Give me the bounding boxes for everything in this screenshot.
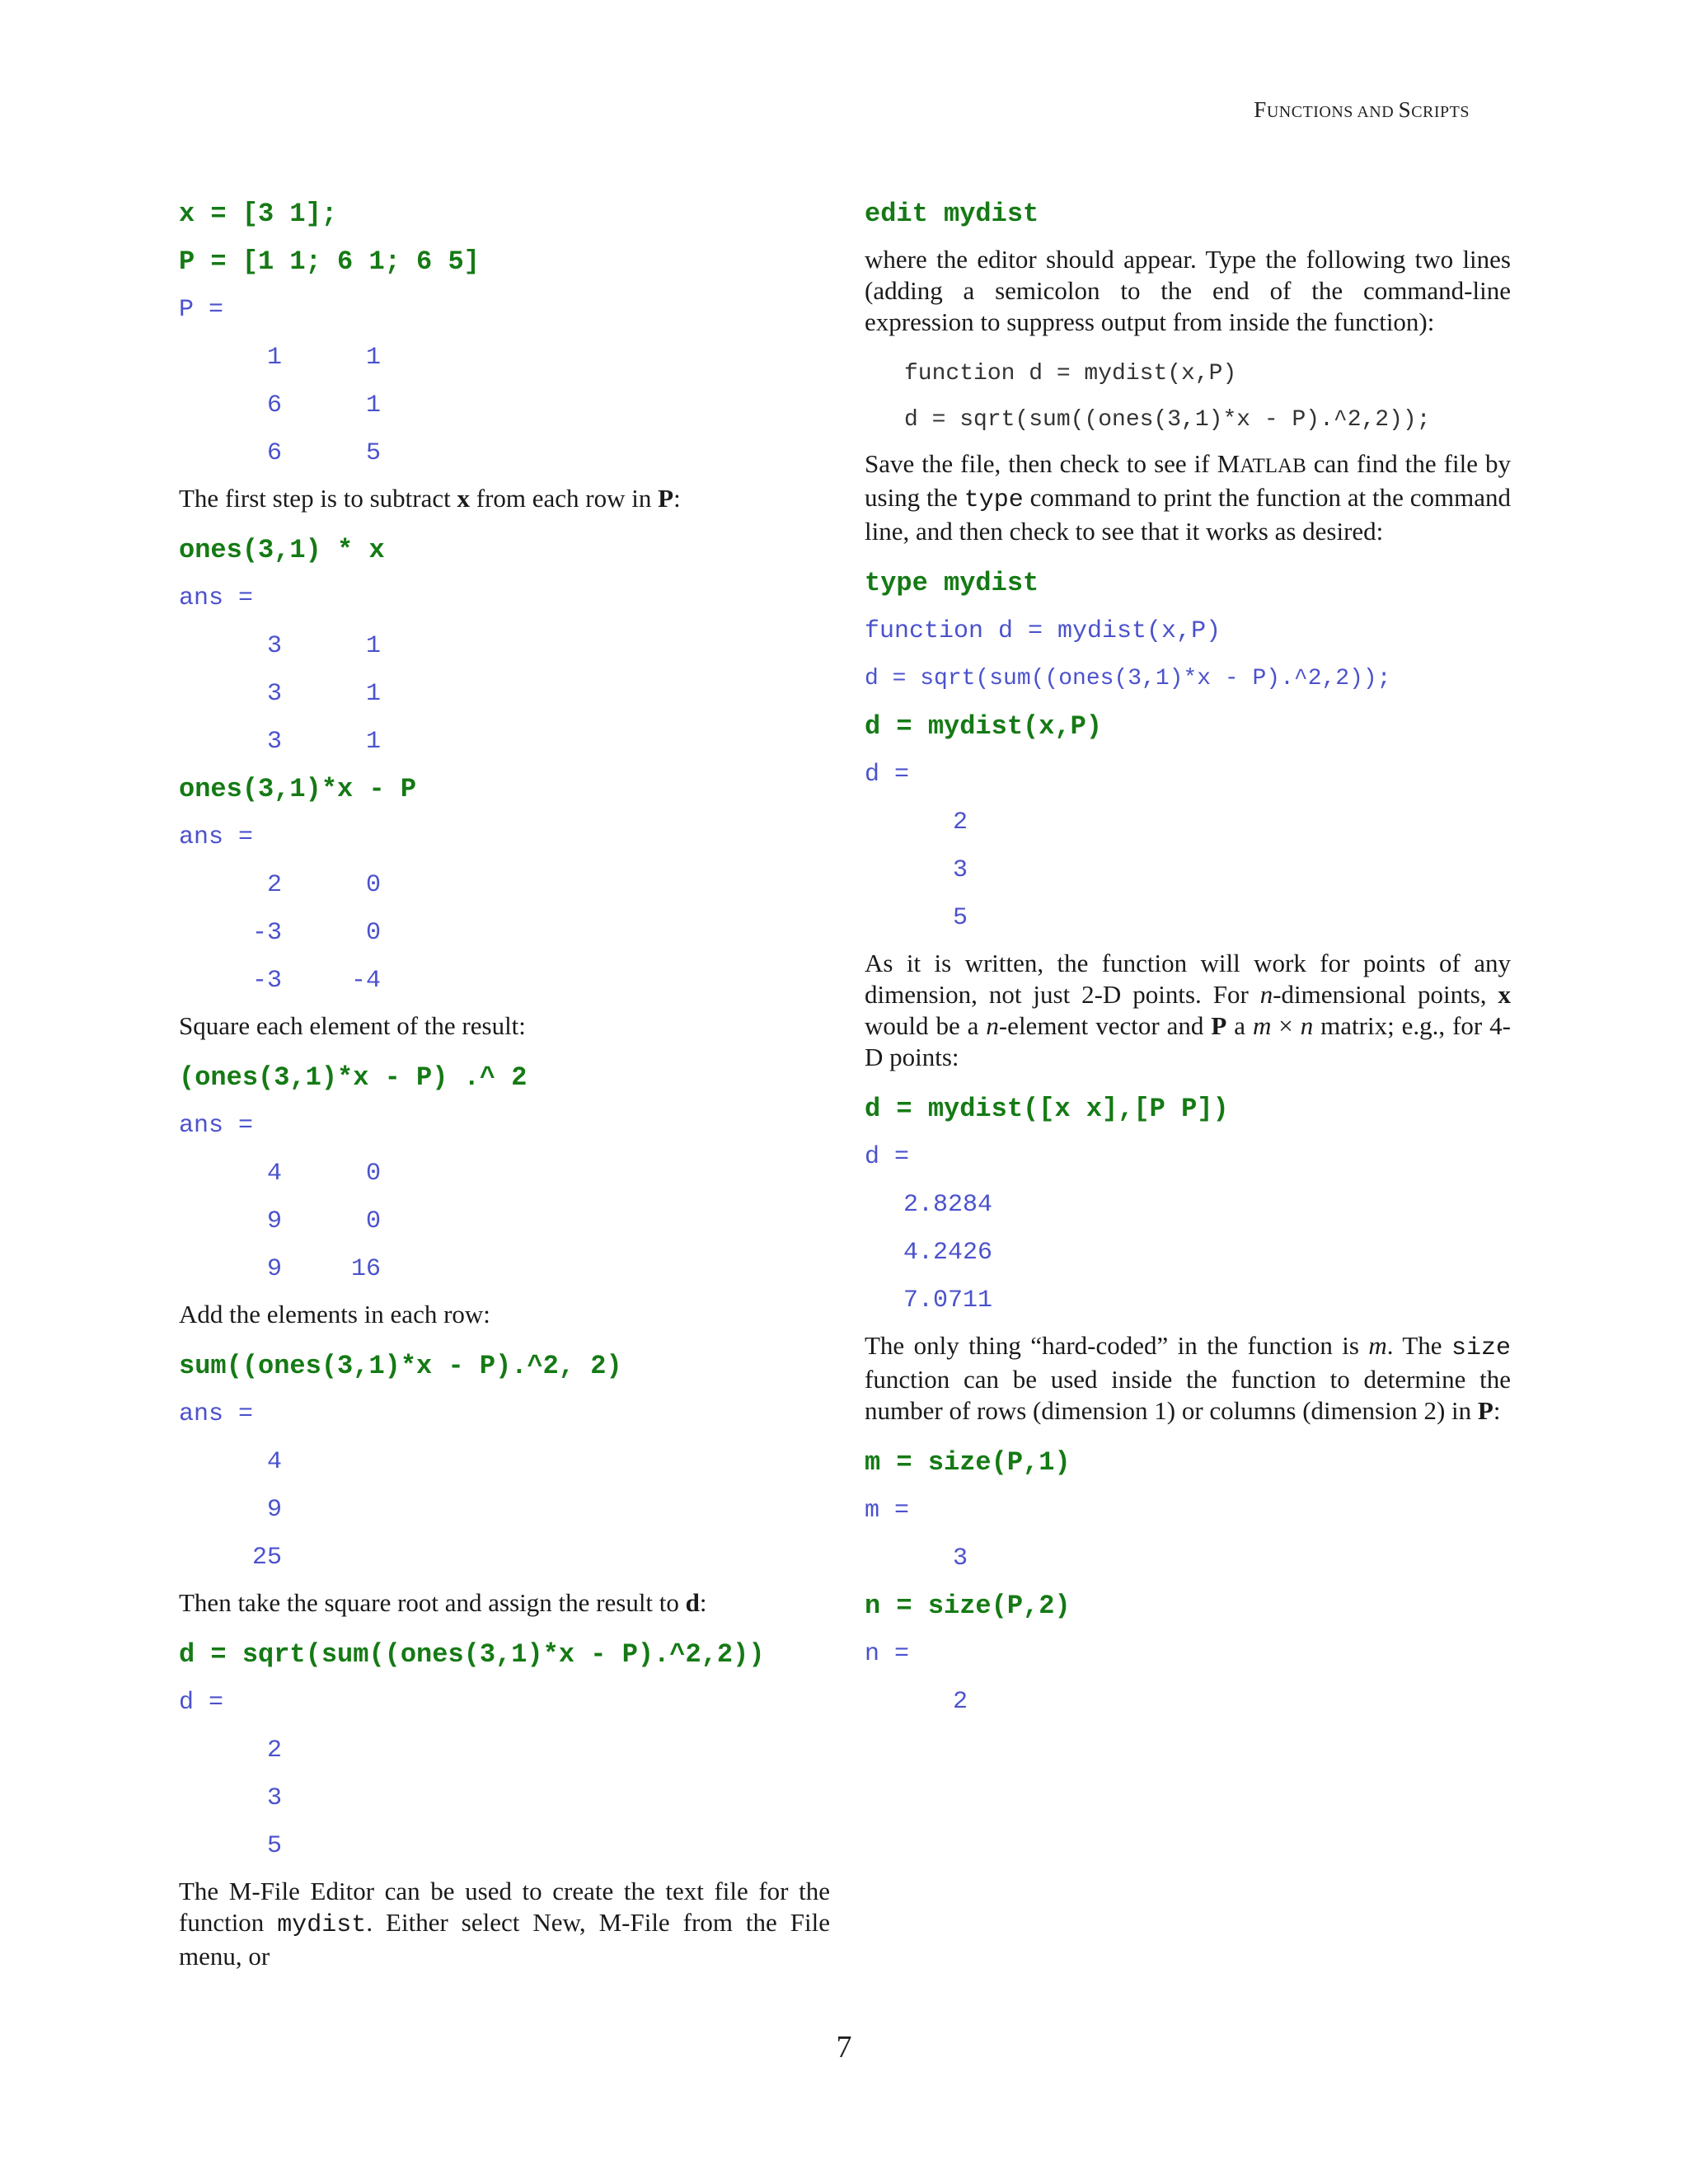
matrix-row: 2 bbox=[952, 1688, 968, 1716]
matrix-row: 2 0 bbox=[266, 871, 381, 899]
matrix-row: 25 bbox=[251, 1544, 282, 1572]
output-line: function d = mydist(x,P) bbox=[865, 617, 1221, 645]
page-number: 7 bbox=[836, 2030, 852, 2064]
matrix-row: 2 bbox=[266, 1736, 282, 1765]
command-line: edit mydist bbox=[865, 199, 1039, 229]
matrix-row: 3 bbox=[952, 856, 968, 884]
command-line: d = sqrt(sum((ones(3,1)*x - P).^2,2)) bbox=[179, 1639, 765, 1670]
output-label: d = bbox=[865, 761, 910, 789]
command-line: ones(3,1) * x bbox=[179, 535, 385, 565]
matrix-row: 5 bbox=[952, 904, 968, 932]
output-label: P = bbox=[179, 296, 224, 324]
matrix-row: 4 0 bbox=[266, 1160, 381, 1188]
matrix-row: 2 bbox=[952, 808, 968, 837]
matrix-row: 9 0 bbox=[266, 1207, 381, 1235]
left-column bbox=[179, 194, 830, 1989]
output-label: ans = bbox=[179, 1400, 254, 1428]
body-paragraph: As it is written, the function will work for points of any dimension, not just 2-D points. For n-dimensional points, x would be a n-element vector and P a m × n matrix; e.g., for 4-D points: bbox=[865, 949, 1512, 1071]
output-label: n = bbox=[865, 1640, 910, 1668]
body-paragraph: Save the file, then check to see if MATLAB can find the file by using the type command to print the function at the command line, and then check to see that it works as desired: bbox=[865, 449, 1511, 546]
output-line: d = sqrt(sum((ones(3,1)*x - P).^2,2)); bbox=[865, 666, 1391, 691]
body-paragraph: Then take the square root and assign the result to d: bbox=[179, 1588, 707, 1617]
matrix-row: 3 bbox=[266, 1784, 282, 1812]
code-listing-line: function d = mydist(x,P) bbox=[904, 361, 1237, 387]
matrix-row: -3 -4 bbox=[251, 967, 381, 995]
code-listing-line: d = sqrt(sum((ones(3,1)*x - P).^2,2)); bbox=[904, 407, 1431, 433]
matrix-row: 7.0711 bbox=[903, 1286, 992, 1315]
body-paragraph: Add the elements in each row: bbox=[179, 1300, 490, 1329]
matrix-row: 3 1 bbox=[266, 632, 381, 660]
command-line: d = mydist(x,P) bbox=[865, 711, 1103, 742]
output-label: m = bbox=[865, 1497, 910, 1525]
body-paragraph: The first step is to subtract x from each row in P: bbox=[179, 484, 681, 513]
matrix-row: 3 1 bbox=[266, 680, 381, 708]
body-paragraph: where the editor should appear. Type the following two lines (adding a semicolon to the end of the command-line expression to suppress output from inside the function): bbox=[865, 245, 1511, 336]
matrix-row: 6 5 bbox=[266, 439, 381, 467]
matrix-row: 4.2426 bbox=[903, 1239, 992, 1267]
body-paragraph: Square each element of the result: bbox=[179, 1011, 526, 1040]
output-label: d = bbox=[865, 1143, 910, 1171]
matrix-row: 9 bbox=[266, 1496, 282, 1524]
command-line: n = size(P,2) bbox=[865, 1591, 1071, 1621]
matrix-row: -3 0 bbox=[251, 919, 381, 947]
matrix-row: 9 16 bbox=[266, 1255, 381, 1283]
matrix-row: 3 1 bbox=[266, 728, 381, 756]
body-paragraph: The only thing “hard-coded” in the function is m. The size function can be used inside the function to determine the number of rows (dimension 1) or columns (dimension 2) in P: bbox=[865, 1331, 1512, 1425]
output-label: ans = bbox=[179, 1112, 254, 1140]
command-line: P = [1 1; 6 1; 6 5] bbox=[179, 246, 480, 277]
matrix-row: 3 bbox=[952, 1544, 968, 1572]
command-line: (ones(3,1)*x - P) .^ 2 bbox=[179, 1062, 528, 1093]
command-line: x = [3 1]; bbox=[179, 199, 338, 229]
output-label: d = bbox=[179, 1689, 224, 1717]
command-line: m = size(P,1) bbox=[865, 1447, 1071, 1478]
command-line: type mydist bbox=[865, 568, 1039, 598]
running-header-text: FUNCTIONS AND SCRIPTS bbox=[1254, 97, 1470, 122]
body-paragraph: The M-File Editor can be used to create the text file for the function mydist. Either select New, M-File from the File menu, or bbox=[179, 1877, 830, 1971]
matrix-row: 5 bbox=[266, 1832, 282, 1860]
output-label: ans = bbox=[179, 823, 254, 851]
matrix-row: 1 1 bbox=[266, 344, 381, 372]
running-header bbox=[1254, 97, 1470, 123]
command-line: ones(3,1)*x - P bbox=[179, 774, 417, 804]
matrix-row: 2.8284 bbox=[903, 1191, 992, 1219]
command-line: sum((ones(3,1)*x - P).^2, 2) bbox=[179, 1351, 622, 1381]
output-label: ans = bbox=[179, 584, 254, 612]
matrix-row: 4 bbox=[266, 1448, 282, 1476]
command-line: d = mydist([x x],[P P]) bbox=[865, 1094, 1229, 1124]
right-column bbox=[865, 194, 1511, 1730]
matrix-row: 6 1 bbox=[266, 391, 381, 419]
